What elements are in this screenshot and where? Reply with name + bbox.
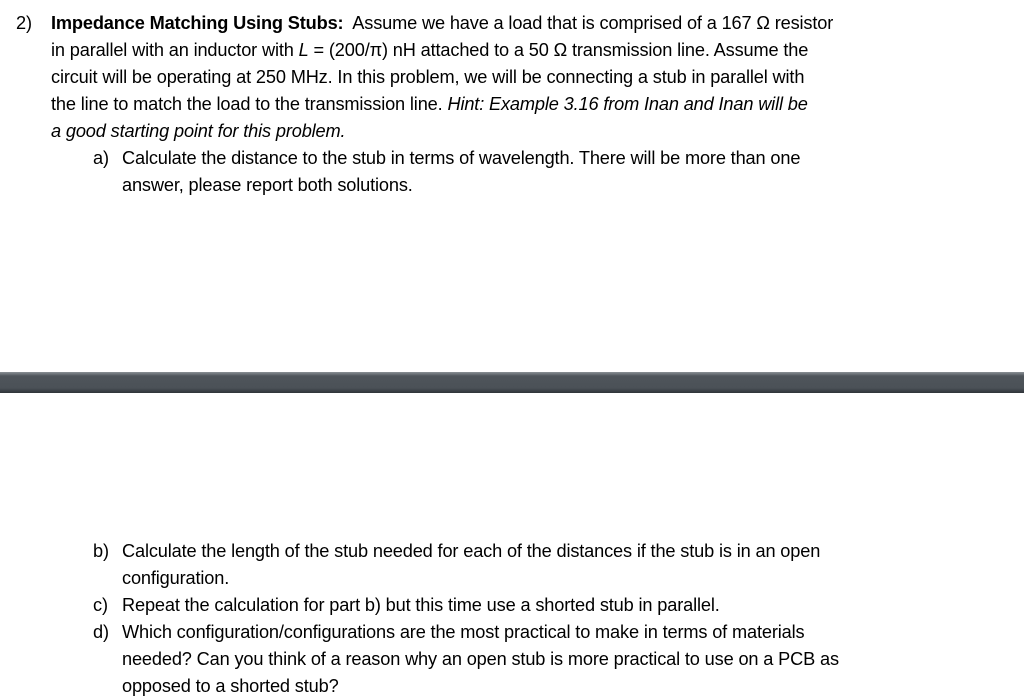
part-a-line-1: Calculate the distance to the stub in terms of wavelength. There will be more than one	[122, 148, 801, 168]
part-c-line-1: Repeat the calculation for part b) but this time use a shorted stub in parallel.	[122, 595, 720, 615]
part-d-label: d)	[93, 622, 109, 642]
part-b-label: b)	[93, 541, 109, 561]
problem-text-2b: = (200/π) nH attached to a 50 Ω transmission line. Assume the	[308, 40, 809, 60]
part-a-label: a)	[93, 148, 109, 168]
problem-title: Impedance Matching Using Stubs:	[51, 13, 344, 33]
hint-text-1: Hint: Example 3.16 from Inan and Inan will be	[447, 94, 808, 114]
problem-line-2	[51, 37, 808, 64]
part-b-line-2: configuration.	[122, 568, 230, 588]
part-c-label: c)	[93, 595, 108, 615]
problem-text-1: Assume we have a load that is comprised of a 167 Ω resistor	[352, 13, 834, 33]
part-a-line-2: answer, please report both solutions.	[122, 175, 413, 195]
problem-line-1	[51, 10, 833, 37]
part-d-line-3: opposed to a shorted stub?	[122, 676, 339, 696]
part-d-line-2: needed? Can you think of a reason why an open stub is more practical to use on a PCB as	[122, 649, 839, 669]
inductance-variable: L	[298, 40, 309, 60]
problem-text-2a: in parallel with an inductor with	[51, 40, 299, 60]
problem-line-4	[51, 91, 808, 118]
part-b-line-1: Calculate the length of the stub needed for each of the distances if the stub is in an open	[122, 541, 821, 561]
part-d-line-1: Which configuration/configurations are the most practical to make in terms of materials	[122, 622, 805, 642]
problem-line-3: circuit will be operating at 250 MHz. In this problem, we will be connecting a stub in parallel with	[51, 67, 805, 87]
problem-text-4a: the line to match the load to the transmission line.	[51, 94, 448, 114]
section-divider	[0, 372, 1024, 393]
hint-text-2: a good starting point for this problem.	[51, 121, 346, 141]
problem-number: 2)	[16, 13, 32, 33]
